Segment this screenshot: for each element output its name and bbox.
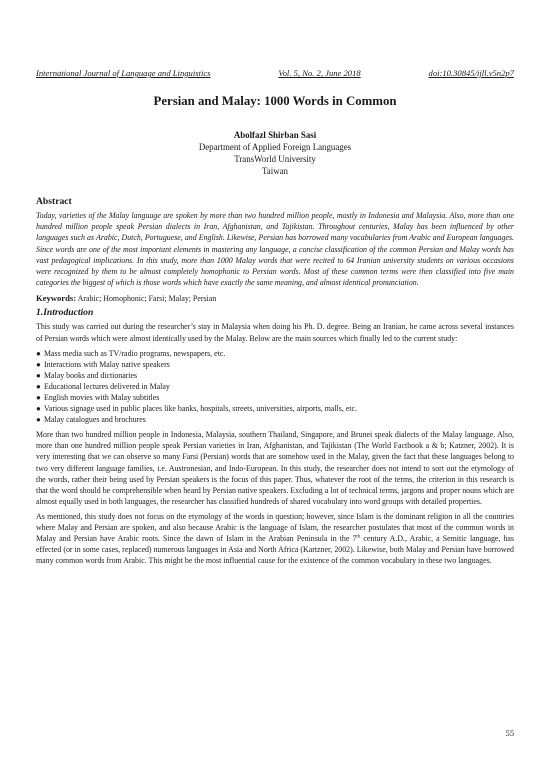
bullet-icon: ●: [36, 381, 41, 391]
journal-name: International Journal of Language and Linguistics: [36, 68, 211, 78]
introduction-paragraph-1: This study was carried out during the researcher’s stay in Malaysia when doing his Ph. D. degree. Being an Iranian, he came across several instances of Persian words which were almost identically used by the Malay. Below are the main sources which finally led to the current study:: [36, 322, 514, 343]
keywords-label: Keywords:: [36, 293, 77, 304]
keywords-line: [36, 293, 514, 304]
introduction-paragraph-3: As mentioned, this study does not focus on the etymology of the words in question; however, since Islam is the dominant religion in all the countries where Malay and Persian are spoken, and also because Arabic is the language of Islam, the researcher postulates that most of the common words in Malay and Persian have Arabic roots. Since the dawn of Islam in the Arabian Peninsula in the 7th century A.D., Arabic, a Semitic language, has effected (or in some cases, replaced) numerous languages in Asia and North Africa (Kartzner, 2002). Likewise, both Malay and Persian have borrowed many common words from Arabic. This might be the most influential cause for the existence of the common vocabulary in these two languages.: [36, 511, 515, 566]
list-item: ● Malay catalogues and brochures: [36, 415, 146, 425]
author-block: [36, 129, 514, 177]
introduction-heading: 1.Introduction: [36, 307, 94, 319]
bullet-icon: ●: [36, 359, 41, 369]
author-university: TransWorld University: [234, 154, 316, 164]
paper-title: Persian and Malay: 1000 Words in Common: [153, 94, 397, 108]
volume-info: Vol. 5, No. 2, June 2018: [278, 68, 361, 78]
author-country: Taiwan: [262, 166, 288, 176]
bullet-icon: ●: [36, 392, 41, 402]
list-item: ● Malay books and dictionaries: [36, 370, 138, 380]
bullet-icon: ●: [36, 370, 41, 380]
bullet-icon: ●: [36, 348, 41, 358]
list-item: ● Mass media such as TV/radio programs, newspapers, etc.: [36, 348, 226, 358]
bullet-icon: ●: [36, 415, 41, 425]
introduction-paragraph-2: More than two hundred million people in Indonesia, Malaysia, southern Thailand, Singapore, and Brunei speak dialects of the Malay language. Also, more than one hundred million people speak Persian varieties in Iran, Afghanistan, and Tajikistan (The World Factbook a & b; Katzner, 2002). It is very interesting that we can observe so many Farsi (Persian) words that are somehow used in the Malay, given the fact that these languages belong to two very different language families, i.e. Austronesian, and Indo-European. In this study, the researcher does not intend to sort out the etymology of the words, rather their being used by Persian speakers is the focus of this paper. Thus, whatever the root of the terms, the criterion in this research is that the word should be comprehensible when heard by Persian native speakers. Excluding a lot of technical terms, jargons and proper nouns which are almost equally used in both languages, the researcher has classified hundreds of shared vocabulary into word groups with detailed properties.: [36, 430, 514, 506]
list-item: ● Educational lectures delivered in Malay: [36, 381, 170, 391]
running-header: [36, 68, 514, 78]
list-item: ● English movies with Malay subtitles: [36, 392, 160, 402]
abstract-text: Today, varieties of the Malay language are spoken by more than two hundred million people, mostly in Indonesia and Malaysia. Also, more than one hundred million people speak Persian dialects in Iran, Afghanistan, and Tajikistan. Throughout centuries, Malay has been influenced by other languages such as Arabic, Dutch, Portuguese, and English. Likewise, Persian has borrowed many vocabularies from Arabic and European languages. Since words are one of the most important elements in mastering any language, a concise classification of the common Persian and Malay words has vast pedagogical implications. In this study, more than 1000 Malay words that were recited to 64 Iranian university students on various occasions were recognized by them to be almost completely homophonic to Persian words. Most of these common terms were then classified into five main categories the biggest of which is those words which have exactly the same meaning, and almost identical pronunciation.: [36, 211, 514, 288]
page-number: 55: [505, 729, 514, 738]
sources-list: [36, 348, 514, 426]
bullet-icon: ●: [36, 404, 41, 414]
author-department: Department of Applied Foreign Languages: [198, 142, 352, 152]
content-body: [36, 94, 514, 570]
superscript-th: th: [356, 534, 361, 540]
keywords-text: Arabic; Homophonic; Farsi; Malay; Persian: [77, 294, 217, 304]
abstract-heading: Abstract: [36, 196, 72, 207]
list-item: ● Interactions with Malay native speakers: [36, 359, 170, 369]
author-name: Abolfazl Shirban Sasi: [233, 130, 317, 140]
list-item: ● Various signage used in public places like banks, hospitals, streets, universities, airports, malls, etc.: [36, 404, 357, 414]
doi-link[interactable]: doi:10.30845/ijll.v5n2p7: [428, 68, 514, 78]
